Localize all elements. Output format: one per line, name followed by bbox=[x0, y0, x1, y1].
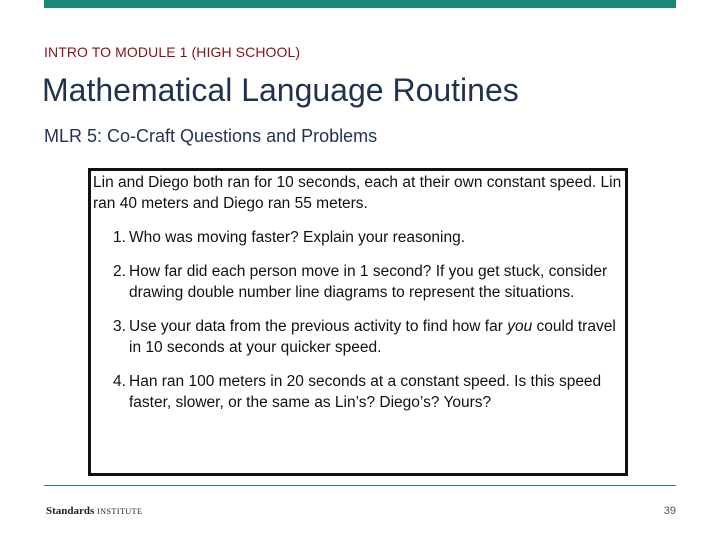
question-item bbox=[113, 371, 625, 413]
logo-sub-text: INSTITUTE bbox=[97, 507, 143, 516]
problem-intro: Lin and Diego both ran for 10 seconds, each at their own constant speed. Lin ran 40 meters and Diego ran 55 meters. bbox=[93, 174, 622, 212]
page-title: Mathematical Language Routines bbox=[42, 72, 519, 108]
question-text-before: Use your data from the previous activity to find how far bbox=[129, 318, 508, 335]
question-text-emphasis: you bbox=[507, 318, 533, 335]
question-number: 1. bbox=[113, 229, 126, 246]
question-number: 2. bbox=[113, 263, 126, 280]
question-text bbox=[129, 316, 625, 358]
question-item bbox=[113, 316, 625, 358]
page-subtitle: MLR 5: Co-Craft Questions and Problems bbox=[44, 126, 378, 146]
standards-institute-logo bbox=[46, 505, 142, 517]
top-accent-bar bbox=[44, 0, 676, 8]
question-list bbox=[93, 227, 625, 413]
question-text: How far did each person move in 1 second? If you get stuck, consider drawing double number line diagrams to represent the situations. bbox=[129, 263, 608, 301]
page-number: 39 bbox=[663, 505, 676, 517]
question-number: 3. bbox=[113, 318, 126, 335]
question-text: Who was moving faster? Explain your reasoning. bbox=[129, 229, 465, 246]
question-item bbox=[113, 261, 625, 303]
question-number: 4. bbox=[113, 373, 126, 390]
question-item bbox=[113, 227, 625, 248]
problem-box bbox=[88, 168, 628, 476]
section-kicker: INTRO TO MODULE 1 (HIGH SCHOOL) bbox=[44, 44, 301, 60]
question-text: Han ran 100 meters in 20 seconds at a constant speed. Is this speed faster, slower, or the same as Lin’s? Diego’s? Yours? bbox=[129, 373, 602, 411]
question-text-after: could travel in 10 seconds at your quicker speed. bbox=[129, 318, 616, 356]
footer-divider bbox=[44, 485, 676, 486]
logo-main-text: Standards bbox=[46, 505, 95, 517]
